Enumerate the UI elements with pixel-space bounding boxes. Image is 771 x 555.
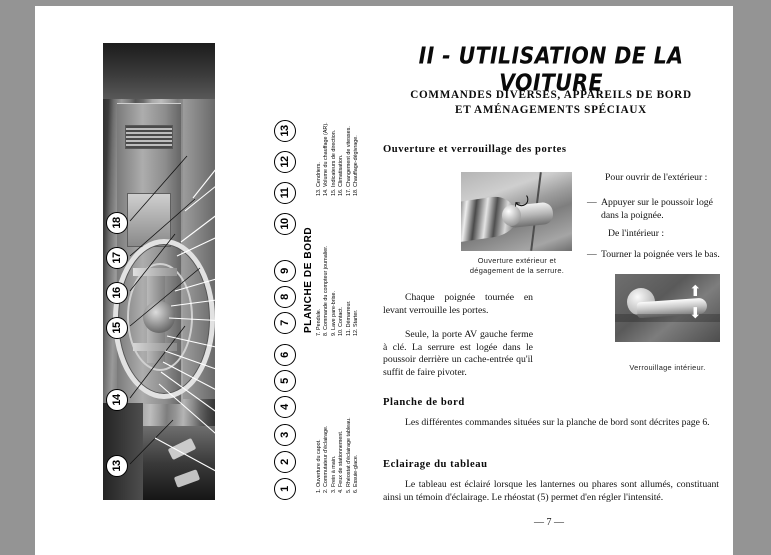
subtitle-line-2: ET AMÉNAGEMENTS SPÉCIAUX <box>455 104 647 116</box>
callout-18[interactable]: 18 <box>106 212 128 234</box>
caption-exterior-opening <box>457 256 577 276</box>
legend-item-12: 12. Starter. <box>353 309 360 336</box>
callout-17[interactable]: 17 <box>106 247 128 269</box>
dash-marker-1: — <box>587 197 597 208</box>
legend-block-2 <box>316 246 360 336</box>
legend-item-2: 2. Commutateur d'éclairage. <box>323 425 330 493</box>
right-page-text <box>365 6 733 555</box>
section-heading-dashboard: Planche de bord <box>383 397 465 408</box>
legend-item-1: 1. Ouverture du capot. <box>316 439 322 493</box>
legend-item-6: 6. Essuie-glace. <box>353 454 360 493</box>
photo-exterior-door-opening <box>461 172 572 251</box>
caption-1-line-2: dégagement de la serrure. <box>469 266 565 275</box>
para-left-front-lock: Seule, la porte AV gauche ferme à clé. La serrure est logée dans le poussoir derrière un cache-entrée qu'il suffit de faire pivoter. <box>383 329 533 378</box>
callout-12[interactable]: 12 <box>274 151 296 173</box>
legend-item-11: 11. Démarreur. <box>345 300 352 336</box>
chapter-subtitle <box>383 88 719 118</box>
callout-3[interactable]: 3 <box>274 424 296 446</box>
section-heading-panel-lighting: Eclairage du tableau <box>383 459 488 470</box>
photo-trim-band <box>615 314 720 322</box>
dash-marker-2: — <box>587 249 597 260</box>
callout-14[interactable]: 14 <box>106 389 128 411</box>
callout-16[interactable]: 16 <box>106 282 128 304</box>
para-panel-lighting: Le tableau est éclairé lorsque les lanternes ou phares sont allumés, constituant ainsi un témoin d'éclairage. Le rhéostat (5) permet d'en régler l'intensité. <box>383 479 719 503</box>
arrow-down-icon: ⬇ <box>689 306 702 322</box>
callout-15[interactable]: 15 <box>106 317 128 339</box>
figure-title: PLANCHE DE BORD <box>303 226 314 333</box>
callout-11[interactable]: 11 <box>274 182 296 204</box>
photo-stalk-lower <box>133 343 177 351</box>
legend-item-14: 14. Volume du chauffage (AR). <box>323 122 330 196</box>
bullet-2-text: Tourner la poignée vers le bas. <box>601 249 720 260</box>
photo-roof-shadow <box>103 43 215 99</box>
left-page-dashboard-figure <box>35 6 365 555</box>
callout-1[interactable]: 1 <box>274 478 296 500</box>
callout-5[interactable]: 5 <box>274 370 296 392</box>
bullet-press-button <box>587 197 723 222</box>
photo-horn-hub <box>143 301 175 333</box>
subtitle-line-1: COMMANDES DIVERSES, APPAREILS DE BORD <box>410 89 692 101</box>
para-open-from-outside: Pour ouvrir de l'extérieur : <box>605 172 708 183</box>
dashboard-photo <box>103 43 215 500</box>
legend-item-17: 17. Changement de vitesses. <box>345 126 352 196</box>
callout-13-left[interactable]: 13 <box>106 455 128 477</box>
legend-item-4: 4. Feux de stationnement. <box>338 430 345 493</box>
caption-1-line-1: Ouverture extérieur et <box>477 256 557 265</box>
photo-stalk-upper <box>133 268 177 276</box>
legend-item-9: 9. Lave pare-brise. <box>330 291 337 336</box>
section-heading-doors: Ouverture et verrouillage des portes <box>383 144 567 155</box>
callout-7[interactable]: 7 <box>274 312 296 334</box>
legend-item-15: 15. Indicateurs de direction. <box>330 129 337 196</box>
legend-item-8: 8. Commande du compteur journalier. <box>323 245 330 336</box>
legend-item-13: 13. Cendriers. <box>316 162 322 196</box>
para-dashboard-controls: Les différentes commandes situées sur la planche de bord sont décrites page 6. <box>405 417 710 428</box>
bullet-1-text: Appuyer sur le poussoir logé dans la poignée. <box>601 197 713 221</box>
callout-2[interactable]: 2 <box>274 451 296 473</box>
callout-9[interactable]: 9 <box>274 260 296 282</box>
photo-demister-vent <box>125 125 173 149</box>
caption-interior-locking: Verrouillage intérieur. <box>629 363 706 372</box>
rotation-arrow-icon: ⤾ <box>513 193 530 212</box>
legend-block-3 <box>316 122 360 196</box>
book-page-spread <box>35 6 733 555</box>
para-from-inside: De l'intérieur : <box>608 228 665 239</box>
callout-4[interactable]: 4 <box>274 396 296 418</box>
legend-block-1 <box>316 417 360 493</box>
callout-6[interactable]: 6 <box>274 344 296 366</box>
legend-item-16: 16. Climatisation. <box>338 154 345 196</box>
page-number: — 7 — <box>534 517 564 528</box>
callout-13[interactable]: 13 <box>274 120 296 142</box>
arrow-up-icon: ⬆ <box>689 284 702 300</box>
chapter-title: II - UTILISATION DE LA VOITURE <box>418 42 684 96</box>
callout-8[interactable]: 8 <box>274 286 296 308</box>
legend-item-18: 18. Chauffage-dégivrage. <box>353 135 360 196</box>
bullet-turn-handle <box>587 249 723 262</box>
legend-item-7: 7. Pendule. <box>316 308 322 336</box>
photo-seat <box>103 403 143 500</box>
para-each-handle: Chaque poignée tournée en levant verrouille les portes. <box>383 292 533 316</box>
callout-10[interactable]: 10 <box>274 213 296 235</box>
photo-interior-locking <box>615 274 720 342</box>
legend-item-10: 10. Contact. <box>338 306 345 336</box>
legend-item-3: 3. Frein à main. <box>330 455 337 493</box>
legend-item-5: 5. Rhéostat d'éclairage tableau. <box>345 417 352 493</box>
